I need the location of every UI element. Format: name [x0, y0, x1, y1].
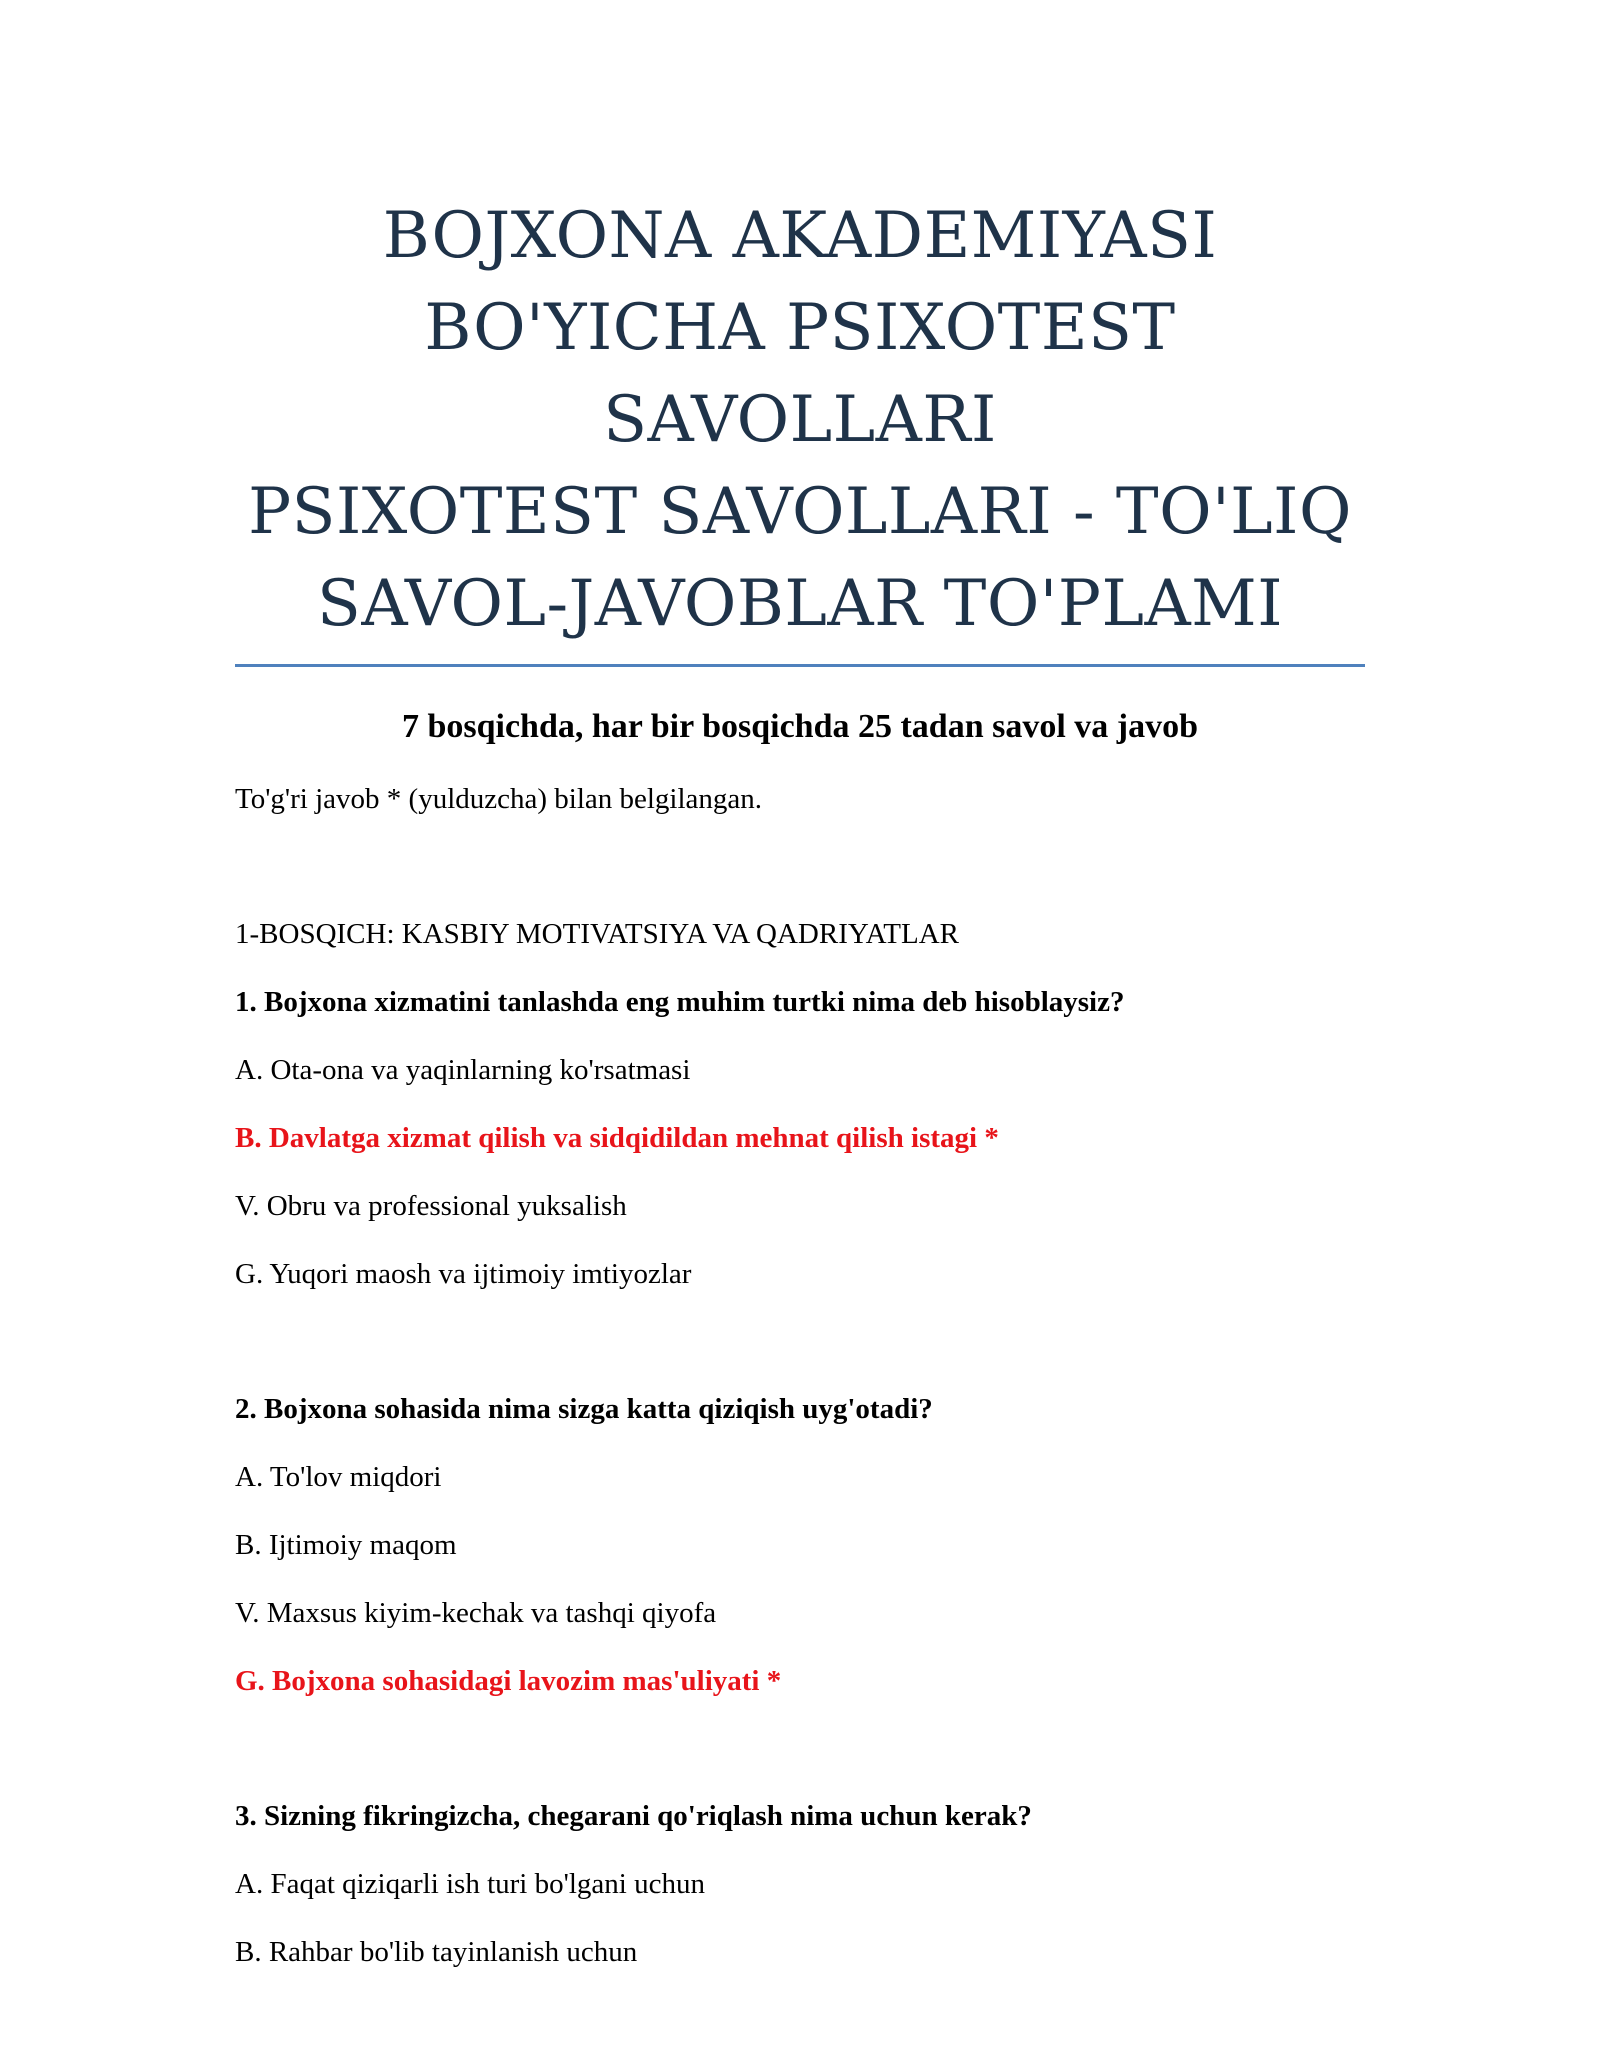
- answer-option-a: A. Faqat qiziqarli ish turi bo'lgani uchun: [235, 1868, 705, 1900]
- question-2: [235, 1389, 1365, 1701]
- answer-option-b-correct: B. Davlatga xizmat qilish va sidqidildan mehnat qilish istagi *: [235, 1122, 999, 1154]
- question-text: 1. Bojxona xizmatini tanlashda eng muhim turtki nima deb hisoblaysiz?: [235, 986, 1125, 1018]
- answer-option-b: B. Rahbar bo'lib tayinlanish uchun: [235, 1936, 638, 1968]
- document-subtitle: 7 bosqichda, har bir bosqichda 25 tadan savol va javob: [401, 708, 1199, 745]
- title-line: PSIXOTEST SAVOLLARI - TO'LIQ: [248, 475, 1352, 549]
- answer-key-note: To'g'ri javob * (yulduzcha) bilan belgilangan.: [235, 783, 763, 815]
- question-text: 2. Bojxona sohasida nima sizga katta qiziqish uyg'otadi?: [235, 1393, 933, 1425]
- title-divider: [235, 664, 1365, 667]
- answer-option-a: A. Ota-ona va yaqinlarning ko'rsatmasi: [235, 1054, 691, 1086]
- answer-option-a: A. To'lov miqdori: [235, 1461, 442, 1493]
- question-text: 3. Sizning fikringizcha, chegarani qo'riqlash nima uchun kerak?: [235, 1800, 1032, 1832]
- answer-option-g: G. Yuqori maosh va ijtimoiy imtiyozlar: [235, 1258, 692, 1290]
- answer-option-v: V. Obru va professional yuksalish: [235, 1190, 627, 1222]
- answer-option-g-correct: G. Bojxona sohasidagi lavozim mas'uliyati *: [235, 1665, 782, 1697]
- title-line: BO'YICHA PSIXOTEST SAVOLLARI: [424, 291, 1176, 457]
- title-line: SAVOL-JAVOBLAR TO'PLAMI: [317, 567, 1283, 641]
- answer-option-b: B. Ijtimoiy maqom: [235, 1529, 457, 1561]
- document-title: [235, 190, 1365, 650]
- section-heading: 1-BOSQICH: KASBIY MOTIVATSIYA VA QADRIYATLAR: [235, 918, 960, 950]
- question-3: [235, 1796, 1365, 1972]
- question-1: [235, 982, 1365, 1294]
- title-line: BOJXONA AKADEMIYASI: [382, 199, 1218, 273]
- answer-option-v: V. Maxsus kiyim-kechak va tashqi qiyofa: [235, 1597, 717, 1629]
- document-page: [235, 190, 1365, 1972]
